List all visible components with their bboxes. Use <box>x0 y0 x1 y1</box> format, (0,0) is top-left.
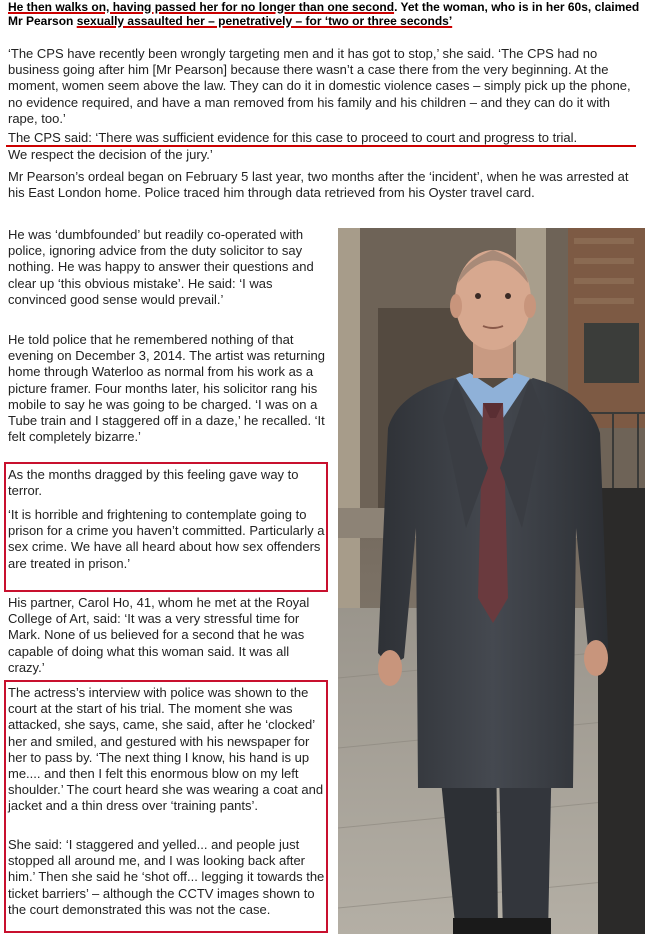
paragraph-interview: The actress’s interview with police was shown to the court at the start of his trial. The moment she was attacked, she says, came, she said, after he ‘clocked’ her and smiled, and gestured with his newspaper for her to pass by. ‘The next thing I know, his hand is up me.... and then I felt this enormous blow on my left shoulder.’ The court heard she was wearing a coat and jacket and a thin dress over ‘training pants’. <box>8 685 324 814</box>
paragraph-remembered: He told police that he remembered nothing of that evening on December 3, 2014. The artist was returning home through Waterloo as normal from his work as a picture framer. Four months later, his solicitor rang his mobile to say he was going to be charged. ‘I was on a Tube train and I staggered off in a daze,’ he recalled. ‘It felt completely bizarre.’ <box>8 332 325 445</box>
paragraph-dumbfounded: He was ‘dumbfounded’ but readily co-operated with police, ignoring advice from the duty solicitor to say nothing. He was happy to answer their questions and clear up ‘this obvious mistake’. He said: ‘I was convinced good sense would prevail.’ <box>8 227 314 307</box>
caption-highlight-2: sexually assaulted her – penetratively – for ‘two or three seconds’ <box>76 14 453 28</box>
paragraph-cps-statement: We respect the decision of the jury.’ <box>8 147 213 162</box>
paragraph-horrible: ‘It is horrible and frightening to contemplate going to prison for a crime you haven’t committed. Particularly a sex crime. We have all heard about how sex offenders are treated in prison.’ <box>8 507 325 571</box>
paragraph-staggered: She said: ‘I staggered and yelled... and people just stopped all around me, and I was looking back after him.’ Then she said he ‘shot off... legging it towards the ticket barriers’ – although the CCTV images shown to the court demonstrated this was not the case. <box>8 837 325 917</box>
paragraph-terror: As the months dragged by this feeling gave way to terror. <box>8 467 299 499</box>
portrait-photo-graphic <box>338 228 645 934</box>
paragraph-ordeal: Mr Pearson’s ordeal began on February 5 last year, two months after the ‘incident’, when he was arrested at his East London home. Police traced him through data retrieved from his Oyster travel card. <box>8 169 629 201</box>
caption-text: . Yet the woman, who is in her 60s, claimed Mr Pearson <box>8 0 640 28</box>
paragraph-cps-quote: ‘The CPS have recently been wrongly targeting men and it has got to stop,’ she said. ‘The CPS had no business going after him [Mr Pearson] because there wasn’t a case there from the very beginning. At the moment, women seem above the law. They can do it in domestic violence cases – simply pick up the phone, no evidence required, and have a man removed from his family and his children – and they can do it with rape, too.’ <box>8 46 631 126</box>
paragraph-cps-statement-highlight: The CPS said: ‘There was sufficient evidence for this case to proceed to court and progress to trial. <box>8 130 578 145</box>
paragraph-partner: His partner, Carol Ho, 41, whom he met at the Royal College of Art, said: ‘It was a very stressful time for Mark. None of us believed for a second that he was capable of doing what this woman said. It was all crazy.’ <box>8 595 310 675</box>
caption-highlight-1: He then walks on, having passed her for no longer than one second <box>8 0 395 14</box>
photo-caption <box>8 0 648 28</box>
portrait-photo <box>338 228 645 934</box>
